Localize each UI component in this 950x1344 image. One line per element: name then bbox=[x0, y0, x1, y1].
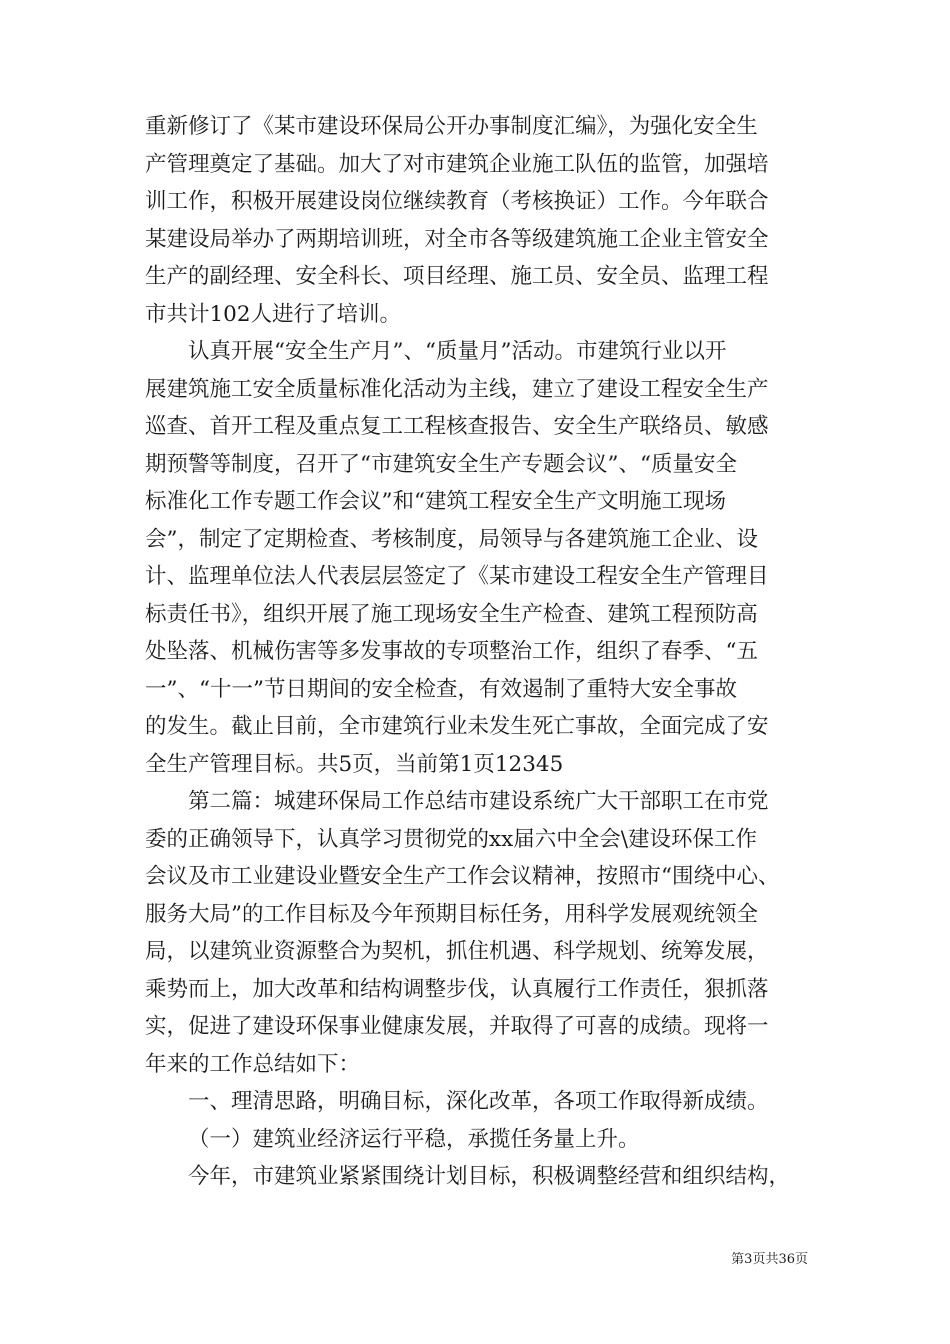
subsection-heading-1: （一）建筑业经济运行平稳，承揽任务量上升。 bbox=[188, 1126, 640, 1152]
paragraph-safety-month: 认真开展“安全生产月”、“质量月”活动。市建筑行业以开 展建筑施工安全质量标准化活动为主线，建立了建设工程安全生产 巡查、首开工程及重点复工工程核查报告、安全生产联络员、敏感 期预警等制度，召开了“市建筑安全生产专题会议”、“质量安全 标准化工作专题工作会议”和“建筑工程安全生产文明施工现场 会”，制定了定期检查、考核制度，局领导与各建筑施工企业、设 计、监理单位法人代表层层签定了《某市建设工程安全生产管理目 标责任书》，组织开展了施工现场安全生产检查、建筑工程预防高 处坠落、机械伤害等多发事故的专项整治工作，组织了春季、“五 一”、“十一”节日期间的安全检查，有效遏制了重特大安全事故 的发生。截止目前，全市建筑行业未发生死亡事故，全面完成了安 全生产管理目标。共5页，当前第1页12345 bbox=[145, 339, 769, 777]
paragraph-second-article: 第二篇：城建环保局工作总结市建设系统广大干部职工在市党 委的正确领导下，认真学习贯彻党的xx届六中全会\建设环保工作 会议及市工业建设业暨安全生产工作会议精神，按照市“围绕中心、 服务大局”的工作目标及今年预期目标任务，用科学发展观统领全 局，以建筑业资源整合为契机，抓住机遇、科学规划、统筹发展， 乘势而上，加大改革和结构调整步伐，认真履行工作责任，狠抓落 实，促进了建设环保事业健康发展，并取得了可喜的成绩。现将一 年来的工作总结如下： bbox=[145, 789, 780, 1077]
section-heading-1: 一、理清思路，明确目标，深化改革，各项工作取得新成绩。 bbox=[188, 1089, 769, 1114]
document-body bbox=[145, 108, 835, 1196]
page-number-footer: 第3页共36页 bbox=[731, 1252, 808, 1267]
paragraph-training: 重新修订了《某市建设环保局公开办事制度汇编》，为强化安全生 产管理奠定了基础。加大了对市建筑企业施工队伍的监管，加强培 训工作，积极开展建设岗位继续教育（考核换证）工作。今年联合 某建设局举办了两期培训班，对全市各等级建筑施工企业主管安全 生产的副经理、安全科长、项目经理、施工员、安全员、监理工程 市共计102人进行了培训。 bbox=[145, 114, 769, 327]
paragraph-this-year: 今年，市建筑业紧紧围绕计划目标，积极调整经营和组织结构， bbox=[188, 1164, 791, 1189]
